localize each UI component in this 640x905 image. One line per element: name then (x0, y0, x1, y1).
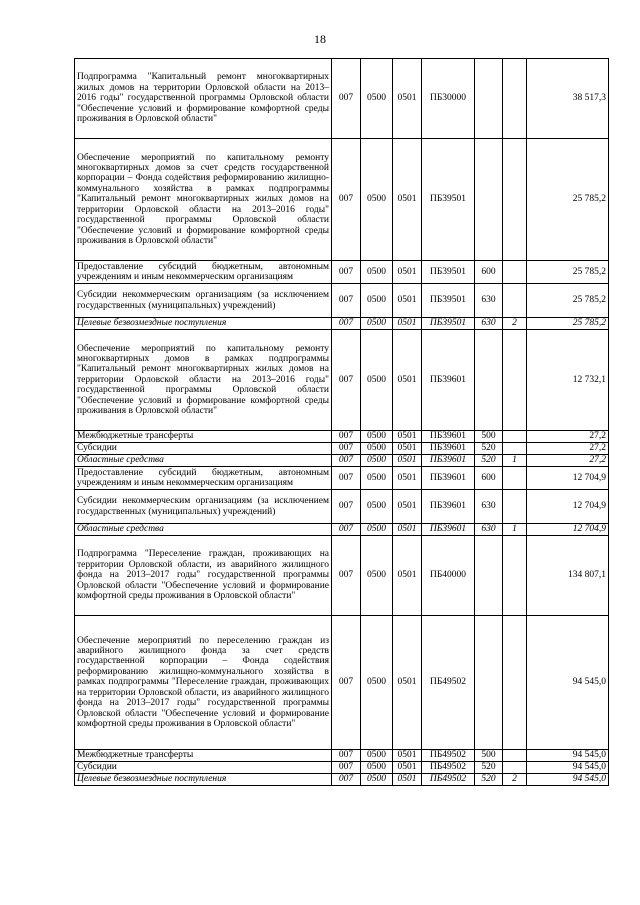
row-amount: 12 704,9 (527, 490, 609, 524)
row-amount: 94 545,0 (527, 762, 609, 774)
row-expense-type-code: 500 (475, 431, 503, 443)
row-amount: 27,2 (527, 455, 609, 467)
row-amount: 27,2 (527, 443, 609, 455)
row-target-article-code: ПБ39601 (422, 490, 475, 524)
row-gr-code: 007 (332, 330, 361, 431)
table-row (75, 443, 609, 455)
row-section-code: 0500 (361, 330, 393, 431)
row-section-code: 0500 (361, 284, 393, 318)
table-row (75, 536, 609, 616)
row-funding-source-code (503, 139, 527, 261)
row-expense-type-code: 520 (475, 774, 503, 786)
row-name: Обеспечение мероприятий по переселению граждан из аварийного жилищного фонда за счет средств государственной корпорации – Фонда содействия реформированию жилищно-коммунального хозяйства в рамках подпрограммы "Переселение граждан, проживающих на территории Орловской области, из аварийного жилищного фонда на 2013–2017 годы" государственной программы Орловской области "Обеспечение условий и формирование комфортной среды проживания в Орловской области" (75, 616, 332, 750)
row-section-code: 0500 (361, 431, 393, 443)
row-expense-type-code: 600 (475, 467, 503, 490)
row-section-code: 0500 (361, 455, 393, 467)
row-funding-source-code (503, 431, 527, 443)
row-name: Областные средства (75, 455, 332, 467)
row-section-code: 0500 (361, 139, 393, 261)
table-row (75, 455, 609, 467)
row-funding-source-code (503, 284, 527, 318)
row-amount: 25 785,2 (527, 284, 609, 318)
row-name: Подпрограмма "Переселение граждан, проживающих на территории Орловской области, из аварийного жилищного фонда на 2013–2017 годы" государственной программы Орловской области "Обеспечение условий и формирование комфортной среды проживания в Орловской области" (75, 536, 332, 616)
table-row (75, 616, 609, 750)
row-subsection-code: 0501 (393, 455, 422, 467)
row-target-article-code: ПБ39501 (422, 139, 475, 261)
row-amount: 25 785,2 (527, 318, 609, 330)
row-amount: 25 785,2 (527, 261, 609, 284)
row-amount: 134 807,1 (527, 536, 609, 616)
row-gr-code: 007 (332, 431, 361, 443)
row-target-article-code: ПБ49502 (422, 762, 475, 774)
row-target-article-code: ПБ49502 (422, 774, 475, 786)
row-expense-type-code: 600 (475, 261, 503, 284)
row-section-code: 0500 (361, 318, 393, 330)
table-row (75, 750, 609, 762)
row-subsection-code: 0501 (393, 467, 422, 490)
row-name: Обеспечение мероприятий по капитальному ремонту многоквартирных домов за счет средств государственной корпорации – Фонда содействия реформированию жилищно-коммунального хозяйства в рамках подпрограммы "Капитальный ремонт многоквартирных жилых домов на территории Орловской области на 2013–2016 годы" государственной программы Орловской области "Обеспечение условий и формирование комфортной среды проживания в Орловской области" (75, 139, 332, 261)
row-subsection-code: 0501 (393, 490, 422, 524)
row-subsection-code: 0501 (393, 443, 422, 455)
row-expense-type-code: 630 (475, 524, 503, 536)
row-section-code: 0500 (361, 261, 393, 284)
row-section-code: 0500 (361, 762, 393, 774)
row-target-article-code: ПБ39601 (422, 443, 475, 455)
row-target-article-code: ПБ30000 (422, 59, 475, 139)
table-row (75, 774, 609, 786)
row-funding-source-code: 2 (503, 774, 527, 786)
table-row (75, 431, 609, 443)
row-expense-type-code (475, 536, 503, 616)
row-subsection-code: 0501 (393, 330, 422, 431)
row-name: Подпрограмма "Капитальный ремонт многоквартирных жилых домов на территории Орловской области на 2013–2016 годы" государственной программы Орловской области "Обеспечение условий и формирование комфортной среды проживания в Орловской области" (75, 59, 332, 139)
table-row (75, 59, 609, 139)
row-name: Целевые безвозмездные поступления (75, 774, 332, 786)
row-funding-source-code (503, 261, 527, 284)
table-row (75, 762, 609, 774)
row-name: Целевые безвозмездные поступления (75, 318, 332, 330)
row-gr-code: 007 (332, 750, 361, 762)
table-row (75, 284, 609, 318)
page-number: 18 (314, 32, 326, 46)
row-funding-source-code (503, 616, 527, 750)
row-expense-type-code: 630 (475, 490, 503, 524)
row-expense-type-code: 520 (475, 443, 503, 455)
row-amount: 12 732,1 (527, 330, 609, 431)
row-gr-code: 007 (332, 318, 361, 330)
row-name: Предоставление субсидий бюджетным, автономным учреждениям и иным некоммерческим организациям (75, 467, 332, 490)
row-gr-code: 007 (332, 536, 361, 616)
row-expense-type-code: 500 (475, 750, 503, 762)
row-section-code: 0500 (361, 536, 393, 616)
row-expense-type-code (475, 330, 503, 431)
table-row (75, 139, 609, 261)
row-target-article-code: ПБ49502 (422, 616, 475, 750)
row-subsection-code: 0501 (393, 750, 422, 762)
row-subsection-code: 0501 (393, 59, 422, 139)
row-funding-source-code (503, 467, 527, 490)
row-expense-type-code: 630 (475, 284, 503, 318)
row-gr-code: 007 (332, 524, 361, 536)
row-subsection-code: 0501 (393, 524, 422, 536)
row-name: Предоставление субсидий бюджетным, автономным учреждениям и иным некоммерческим организациям (75, 261, 332, 284)
row-expense-type-code (475, 616, 503, 750)
row-expense-type-code (475, 59, 503, 139)
row-subsection-code: 0501 (393, 284, 422, 318)
row-gr-code: 007 (332, 443, 361, 455)
row-amount: 27,2 (527, 431, 609, 443)
row-name: Обеспечение мероприятий по капитальному ремонту многоквартирных домов в рамках подпрограммы "Капитальный ремонт многоквартирных жилых домов на территории Орловской области на 2013–2016 годы" государственной программы Орловской области "Обеспечение условий и формирование комфортной среды проживания в Орловской области" (75, 330, 332, 431)
table-row (75, 490, 609, 524)
row-subsection-code: 0501 (393, 616, 422, 750)
row-funding-source-code (503, 762, 527, 774)
row-funding-source-code (503, 443, 527, 455)
row-gr-code: 007 (332, 616, 361, 750)
row-amount: 12 704,9 (527, 467, 609, 490)
row-amount: 38 517,3 (527, 59, 609, 139)
row-funding-source-code (503, 59, 527, 139)
row-subsection-code: 0501 (393, 261, 422, 284)
row-target-article-code: ПБ49502 (422, 750, 475, 762)
row-amount: 94 545,0 (527, 774, 609, 786)
row-funding-source-code (503, 490, 527, 524)
row-amount: 12 704,9 (527, 524, 609, 536)
row-target-article-code: ПБ39601 (422, 431, 475, 443)
row-subsection-code: 0501 (393, 431, 422, 443)
budget-table-body (75, 59, 609, 786)
row-gr-code: 007 (332, 139, 361, 261)
row-section-code: 0500 (361, 59, 393, 139)
row-gr-code: 007 (332, 467, 361, 490)
row-name: Межбюджетные трансферты (75, 750, 332, 762)
row-expense-type-code: 520 (475, 455, 503, 467)
row-gr-code: 007 (332, 261, 361, 284)
row-name: Областные средства (75, 524, 332, 536)
row-gr-code: 007 (332, 59, 361, 139)
row-funding-source-code (503, 536, 527, 616)
row-name: Субсидии (75, 762, 332, 774)
row-gr-code: 007 (332, 455, 361, 467)
row-target-article-code: ПБ39601 (422, 330, 475, 431)
row-name: Субсидии (75, 443, 332, 455)
row-subsection-code: 0501 (393, 774, 422, 786)
table-row (75, 330, 609, 431)
row-gr-code: 007 (332, 762, 361, 774)
table-row (75, 467, 609, 490)
row-section-code: 0500 (361, 750, 393, 762)
row-gr-code: 007 (332, 490, 361, 524)
row-section-code: 0500 (361, 616, 393, 750)
row-name: Межбюджетные трансферты (75, 431, 332, 443)
table-row (75, 318, 609, 330)
row-target-article-code: ПБ39501 (422, 284, 475, 318)
row-subsection-code: 0501 (393, 536, 422, 616)
row-target-article-code: ПБ39501 (422, 318, 475, 330)
row-subsection-code: 0501 (393, 318, 422, 330)
row-section-code: 0500 (361, 774, 393, 786)
row-amount: 94 545,0 (527, 750, 609, 762)
row-gr-code: 007 (332, 774, 361, 786)
row-subsection-code: 0501 (393, 762, 422, 774)
row-section-code: 0500 (361, 443, 393, 455)
row-name: Субсидии некоммерческим организациям (за исключением государственных (муниципальных) учреждений) (75, 284, 332, 318)
row-funding-source-code (503, 750, 527, 762)
row-section-code: 0500 (361, 467, 393, 490)
row-expense-type-code: 520 (475, 762, 503, 774)
row-funding-source-code: 1 (503, 455, 527, 467)
row-target-article-code: ПБ39601 (422, 455, 475, 467)
row-target-article-code: ПБ40000 (422, 536, 475, 616)
row-target-article-code: ПБ39601 (422, 467, 475, 490)
row-amount: 94 545,0 (527, 616, 609, 750)
row-funding-source-code: 2 (503, 318, 527, 330)
row-gr-code: 007 (332, 284, 361, 318)
row-expense-type-code (475, 139, 503, 261)
row-target-article-code: ПБ39501 (422, 261, 475, 284)
row-subsection-code: 0501 (393, 139, 422, 261)
table-row (75, 524, 609, 536)
budget-table (74, 58, 609, 786)
row-name: Субсидии некоммерческим организациям (за исключением государственных (муниципальных) учреждений) (75, 490, 332, 524)
row-section-code: 0500 (361, 490, 393, 524)
row-amount: 25 785,2 (527, 139, 609, 261)
row-target-article-code: ПБ39601 (422, 524, 475, 536)
row-expense-type-code: 630 (475, 318, 503, 330)
table-row (75, 261, 609, 284)
row-section-code: 0500 (361, 524, 393, 536)
row-funding-source-code (503, 330, 527, 431)
row-funding-source-code: 1 (503, 524, 527, 536)
